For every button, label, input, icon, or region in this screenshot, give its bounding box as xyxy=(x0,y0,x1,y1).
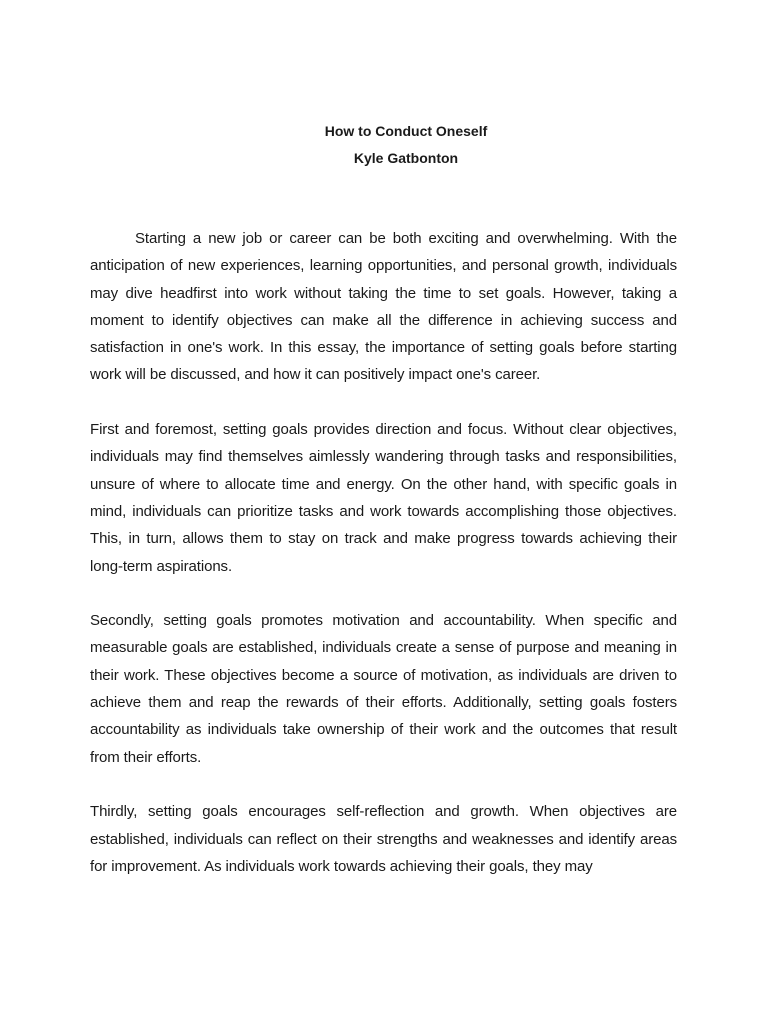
paragraph-direction: First and foremost, setting goals provides direction and focus. Without clear objectives, individuals may find themselves aimlessly wandering through tasks and responsibilities, unsure of where to allocate time and energy. On the other hand, with specific goals in mind, individuals can prioritize tasks and work towards accomplishing those objectives. This, in turn, allows them to stay on track and make progress towards achieving their long-term aspirations. xyxy=(90,421,677,575)
paragraph-reflection: Thirdly, setting goals encourages self-reflection and growth. When objectives are established, individuals can reflect on their strengths and weaknesses and identify areas for improvement. As individuals work towards achieving their goals, they may xyxy=(90,803,677,875)
paragraph-motivation: Secondly, setting goals promotes motivation and accountability. When specific and measurable goals are established, individuals create a sense of purpose and meaning in their work. These objectives become a source of motivation, as individuals are driven to achieve them and reap the rewards of their efforts. Additionally, setting goals fosters accountability as individuals take ownership of their work and the outcomes that result from their efforts. xyxy=(90,612,677,766)
document-title: How to Conduct Oneself xyxy=(324,123,488,139)
document-header xyxy=(0,118,768,173)
document-body xyxy=(90,225,677,907)
paragraph-intro: Starting a new job or career can be both exciting and overwhelming. With the anticipation of new experiences, learning opportunities, and personal growth, individuals may dive headfirst into work without taking the time to set goals. However, taking a moment to identify objectives can make all the difference in achieving success and satisfaction in one's work. In this essay, the importance of setting goals before starting work will be discussed, and how it can positively impact one's career. xyxy=(90,230,677,384)
document-author: Kyle Gatbonton xyxy=(353,150,459,167)
